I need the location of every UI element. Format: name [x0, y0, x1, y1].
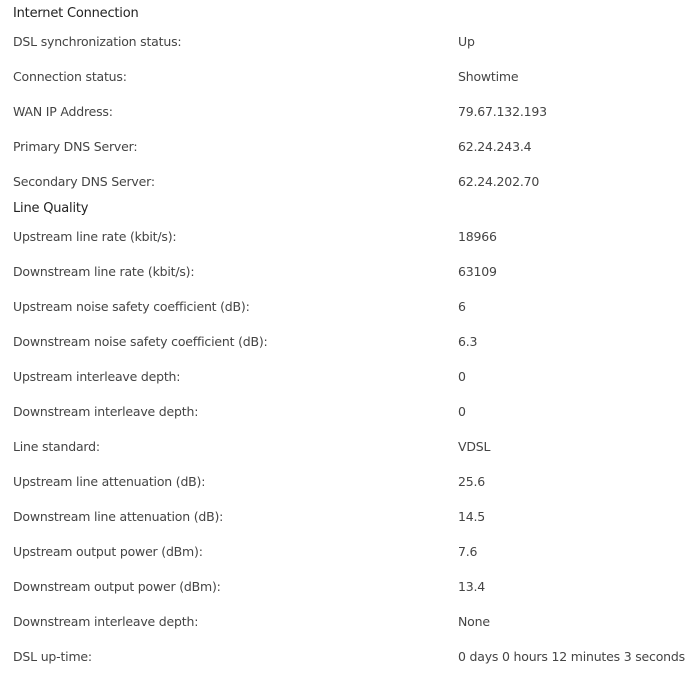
row-dsl-sync-status — [0, 34, 691, 52]
row-label: Upstream interleave depth: — [13, 369, 181, 384]
row-label: DSL synchronization status: — [13, 34, 182, 49]
row-downstream-interleave-2 — [0, 614, 691, 632]
row-primary-dns — [0, 139, 691, 157]
row-value: 62.24.243.4 — [458, 139, 532, 154]
row-value: 6.3 — [458, 334, 478, 349]
row-label: Primary DNS Server: — [13, 139, 138, 154]
row-downstream-noise-margin — [0, 334, 691, 352]
row-downstream-line-rate — [0, 264, 691, 282]
row-connection-status — [0, 69, 691, 87]
row-downstream-attenuation — [0, 509, 691, 527]
row-value: VDSL — [458, 439, 491, 454]
row-label: WAN IP Address: — [13, 104, 113, 119]
row-value: Up — [458, 34, 475, 49]
row-downstream-output-power — [0, 579, 691, 597]
row-dsl-uptime — [0, 649, 691, 667]
row-value: 62.24.202.70 — [458, 174, 540, 189]
row-upstream-interleave — [0, 369, 691, 387]
row-label: Connection status: — [13, 69, 127, 84]
row-value: 0 — [458, 404, 466, 419]
row-label: Downstream line attenuation (dB): — [13, 509, 224, 524]
row-label: Downstream output power (dBm): — [13, 579, 221, 594]
row-upstream-noise-margin — [0, 299, 691, 317]
row-value: 13.4 — [458, 579, 486, 594]
line-quality-title: Line Quality — [13, 201, 89, 216]
row-upstream-line-rate — [0, 229, 691, 247]
row-label: DSL up-time: — [13, 649, 92, 664]
row-label: Line standard: — [13, 439, 100, 454]
row-wan-ip — [0, 104, 691, 122]
row-label: Upstream line rate (kbit/s): — [13, 229, 177, 244]
row-upstream-attenuation — [0, 474, 691, 492]
row-value: 6 — [458, 299, 466, 314]
row-label: Downstream line rate (kbit/s): — [13, 264, 195, 279]
row-value: Showtime — [458, 69, 519, 84]
row-label: Secondary DNS Server: — [13, 174, 155, 189]
row-value: 14.5 — [458, 509, 486, 524]
row-value: 0 — [458, 369, 466, 384]
row-secondary-dns — [0, 174, 691, 192]
row-label: Upstream noise safety coefficient (dB): — [13, 299, 250, 314]
row-label: Downstream interleave depth: — [13, 404, 199, 419]
row-value: 25.6 — [458, 474, 486, 489]
row-upstream-output-power — [0, 544, 691, 562]
row-value: 63109 — [458, 264, 497, 279]
internet-connection-title: Internet Connection — [13, 6, 139, 21]
row-downstream-interleave — [0, 404, 691, 422]
row-label: Upstream line attenuation (dB): — [13, 474, 206, 489]
row-value: 79.67.132.193 — [458, 104, 547, 119]
row-value: None — [458, 614, 490, 629]
row-value: 18966 — [458, 229, 497, 244]
row-line-standard — [0, 439, 691, 457]
row-label: Upstream output power (dBm): — [13, 544, 203, 559]
row-label: Downstream noise safety coefficient (dB): — [13, 334, 268, 349]
row-label: Downstream interleave depth: — [13, 614, 199, 629]
row-value: 0 days 0 hours 12 minutes 3 seconds — [458, 649, 685, 664]
row-value: 7.6 — [458, 544, 478, 559]
